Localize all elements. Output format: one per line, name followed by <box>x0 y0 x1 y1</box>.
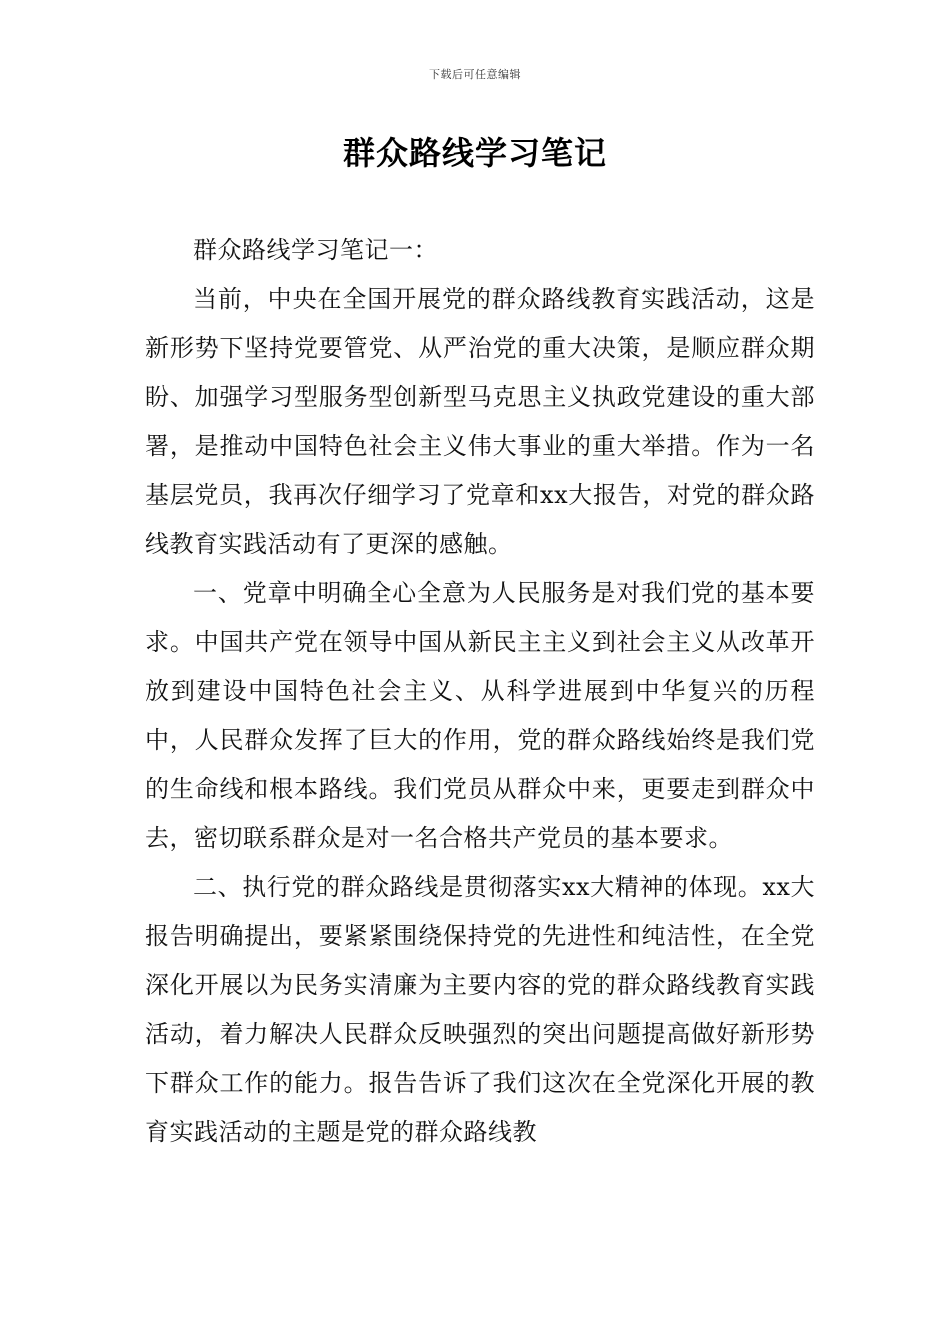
document-title: 群众路线学习笔记 <box>342 134 607 172</box>
header-note: 下载后可任意编辑 <box>429 68 521 81</box>
section-heading: 群众路线学习笔记一： <box>193 236 438 264</box>
body-paragraph: 二、执行党的群众路线是贯彻落实xx大精神的体现。xx大报告明确提出，要紧紧围绕保持党的先进性和纯洁性，在全党深化开展以为民务实清廉为主要内容的党的群众路线教育实践活动，着力解决人民群众反映强烈的突出问题提高做好新形势下群众工作的能力。报告告诉了我们这次在全党深化开展的教育实践活动的主题是党的群众路线教 <box>145 873 815 1146</box>
document-body <box>145 226 815 1157</box>
body-paragraph: 一、党章中明确全心全意为人民服务是对我们党的基本要求。中国共产党在领导中国从新民主主义到社会主义从改革开放到建设中国特色社会主义、从科学进展到中华复兴的历程中，人民群众发挥了巨大的作用，党的群众路线始终是我们党的生命线和根本路线。我们党员从群众中来，更要走到群众中去，密切联系群众是对一名合格共产党员的基本要求。 <box>145 579 815 852</box>
body-paragraph: 当前，中央在全国开展党的群众路线教育实践活动，这是新形势下坚持党要管党、从严治党的重大决策，是顺应群众期盼、加强学习型服务型创新型马克思主义执政党建设的重大部署，是推动中国特色社会主义伟大事业的重大举措。作为一名基层党员，我再次仔细学习了党章和xx大报告，对党的群众路线教育实践活动有了更深的感触。 <box>145 285 815 558</box>
